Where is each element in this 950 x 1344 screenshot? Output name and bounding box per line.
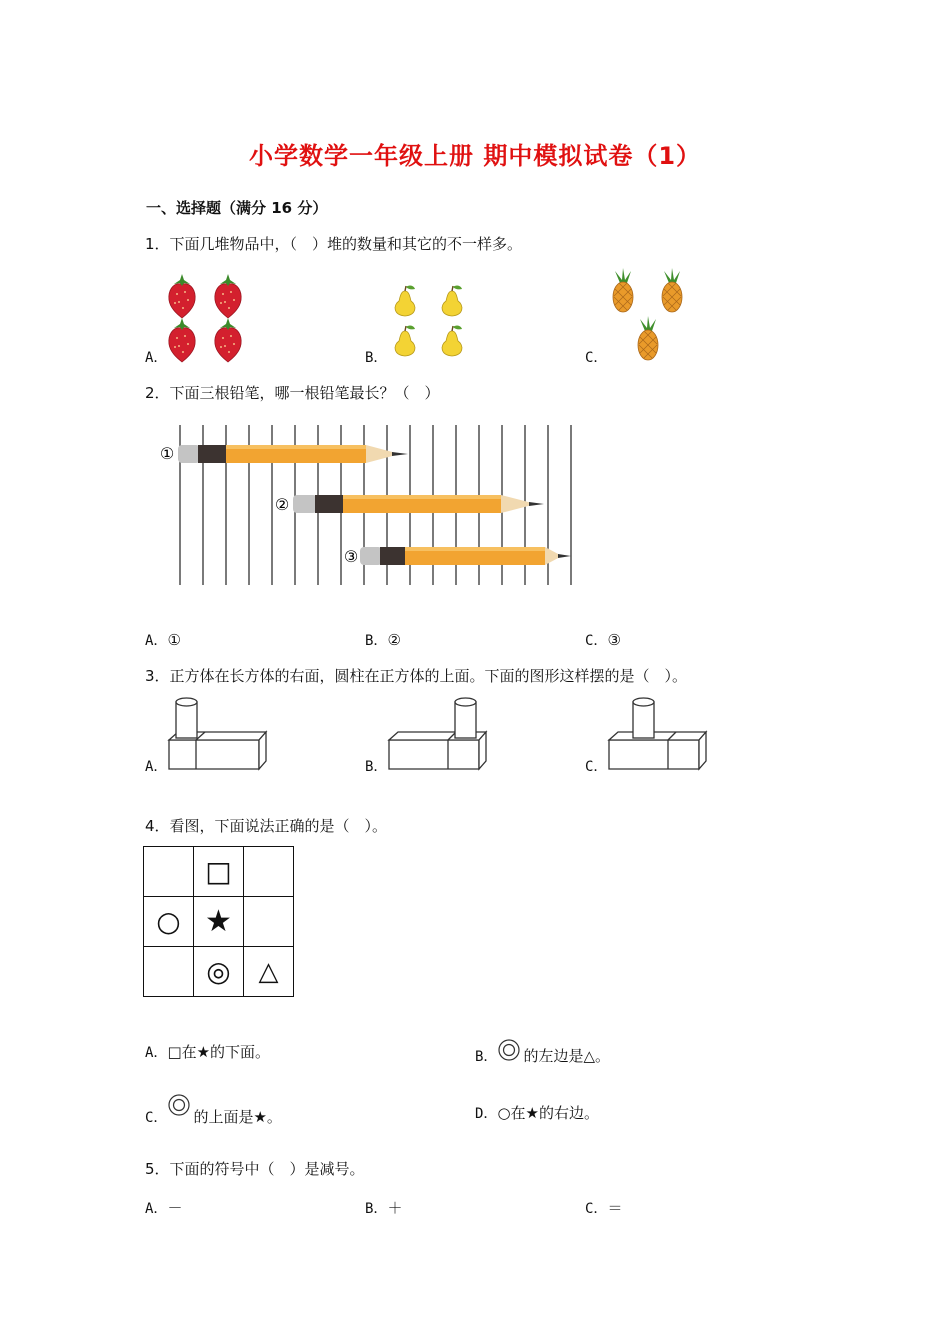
pencil-3 <box>360 547 571 565</box>
shape-grid <box>143 846 294 997</box>
q4-option-c[interactable]: C． 的上面是★。 <box>145 1102 282 1127</box>
q4-option-a[interactable]: A．□在★的下面。 <box>145 1043 271 1061</box>
pencil-1 <box>178 445 408 463</box>
square-icon: □ <box>205 855 232 888</box>
q2-option-a[interactable]: A．① <box>145 631 181 649</box>
q5-option-b[interactable]: B．＋ <box>365 1199 403 1217</box>
solid-figure-a <box>165 695 270 775</box>
grid-cell <box>144 947 194 997</box>
section-heading: 一、选择题（满分 16 分） <box>146 199 328 217</box>
grid-cell <box>144 847 194 897</box>
strawberry-group <box>165 272 250 362</box>
star-icon: ★ <box>205 904 232 939</box>
grid-cell <box>244 947 294 997</box>
pineapple-group <box>605 265 695 365</box>
solid-figure-c <box>605 695 710 775</box>
q5-option-a[interactable]: A．－ <box>145 1199 183 1217</box>
q3-option-c[interactable]: C． <box>585 759 608 775</box>
pencil-2 <box>293 495 544 513</box>
q4-option-b[interactable]: B． 的左边是△。 <box>475 1041 610 1066</box>
question-5-text: 5．下面的符号中（ ）是减号。 <box>145 1160 365 1178</box>
q1-option-a[interactable]: A． <box>145 350 168 366</box>
solid-figure-b <box>385 695 490 775</box>
pineapple-icon <box>662 268 682 312</box>
grid-cell <box>244 897 294 947</box>
pencil-diagram <box>150 420 590 590</box>
grid-cell <box>194 897 244 947</box>
grid-cell <box>144 897 194 947</box>
strawberry-icon <box>215 318 241 362</box>
pencil-label-1: ① <box>159 444 175 463</box>
double-circle-icon <box>167 1102 193 1126</box>
q1-option-c[interactable]: C． <box>585 350 608 366</box>
double-circle-icon <box>497 1041 523 1065</box>
pear-icon <box>442 286 462 316</box>
q2-option-c[interactable]: C．③ <box>585 631 621 649</box>
pear-icon <box>442 326 462 356</box>
q1-option-b[interactable]: B． <box>365 350 388 366</box>
circle-icon: ○ <box>156 905 181 938</box>
q4-option-d[interactable]: D．○在★的右边。 <box>475 1104 599 1122</box>
question-2-text: 2．下面三根铅笔，哪一根铅笔最长？（ ） <box>145 384 440 402</box>
pear-icon <box>395 326 415 356</box>
double-circle-icon: ◎ <box>206 955 231 988</box>
strawberry-icon <box>169 318 195 362</box>
q3-option-a[interactable]: A． <box>145 759 168 775</box>
page-title: 小学数学一年级上册 期中模拟试卷（1） <box>248 142 702 170</box>
grid-cell <box>244 847 294 897</box>
strawberry-icon <box>169 274 195 318</box>
pineapple-icon <box>638 316 658 360</box>
q2-option-b[interactable]: B．② <box>365 631 401 649</box>
grid-cell <box>194 847 244 897</box>
strawberry-icon <box>215 274 241 318</box>
q3-option-b[interactable]: B． <box>365 759 388 775</box>
pencil-label-2: ② <box>274 495 290 514</box>
q5-option-c[interactable]: C．＝ <box>585 1199 623 1217</box>
pineapple-icon <box>613 268 633 312</box>
question-3-text: 3．正方体在长方体的右面，圆柱在正方体的上面。下面的图形这样摆的是（ ）。 <box>145 667 688 685</box>
question-1-text: 1．下面几堆物品中，（ ）堆的数量和其它的不一样多。 <box>145 235 523 253</box>
pear-group <box>385 283 470 363</box>
question-4-text: 4．看图，下面说法正确的是（ ）。 <box>145 817 388 835</box>
triangle-icon: △ <box>258 956 279 987</box>
grid-cell <box>194 947 244 997</box>
pencil-label-3: ③ <box>343 547 359 566</box>
pear-icon <box>395 286 415 316</box>
